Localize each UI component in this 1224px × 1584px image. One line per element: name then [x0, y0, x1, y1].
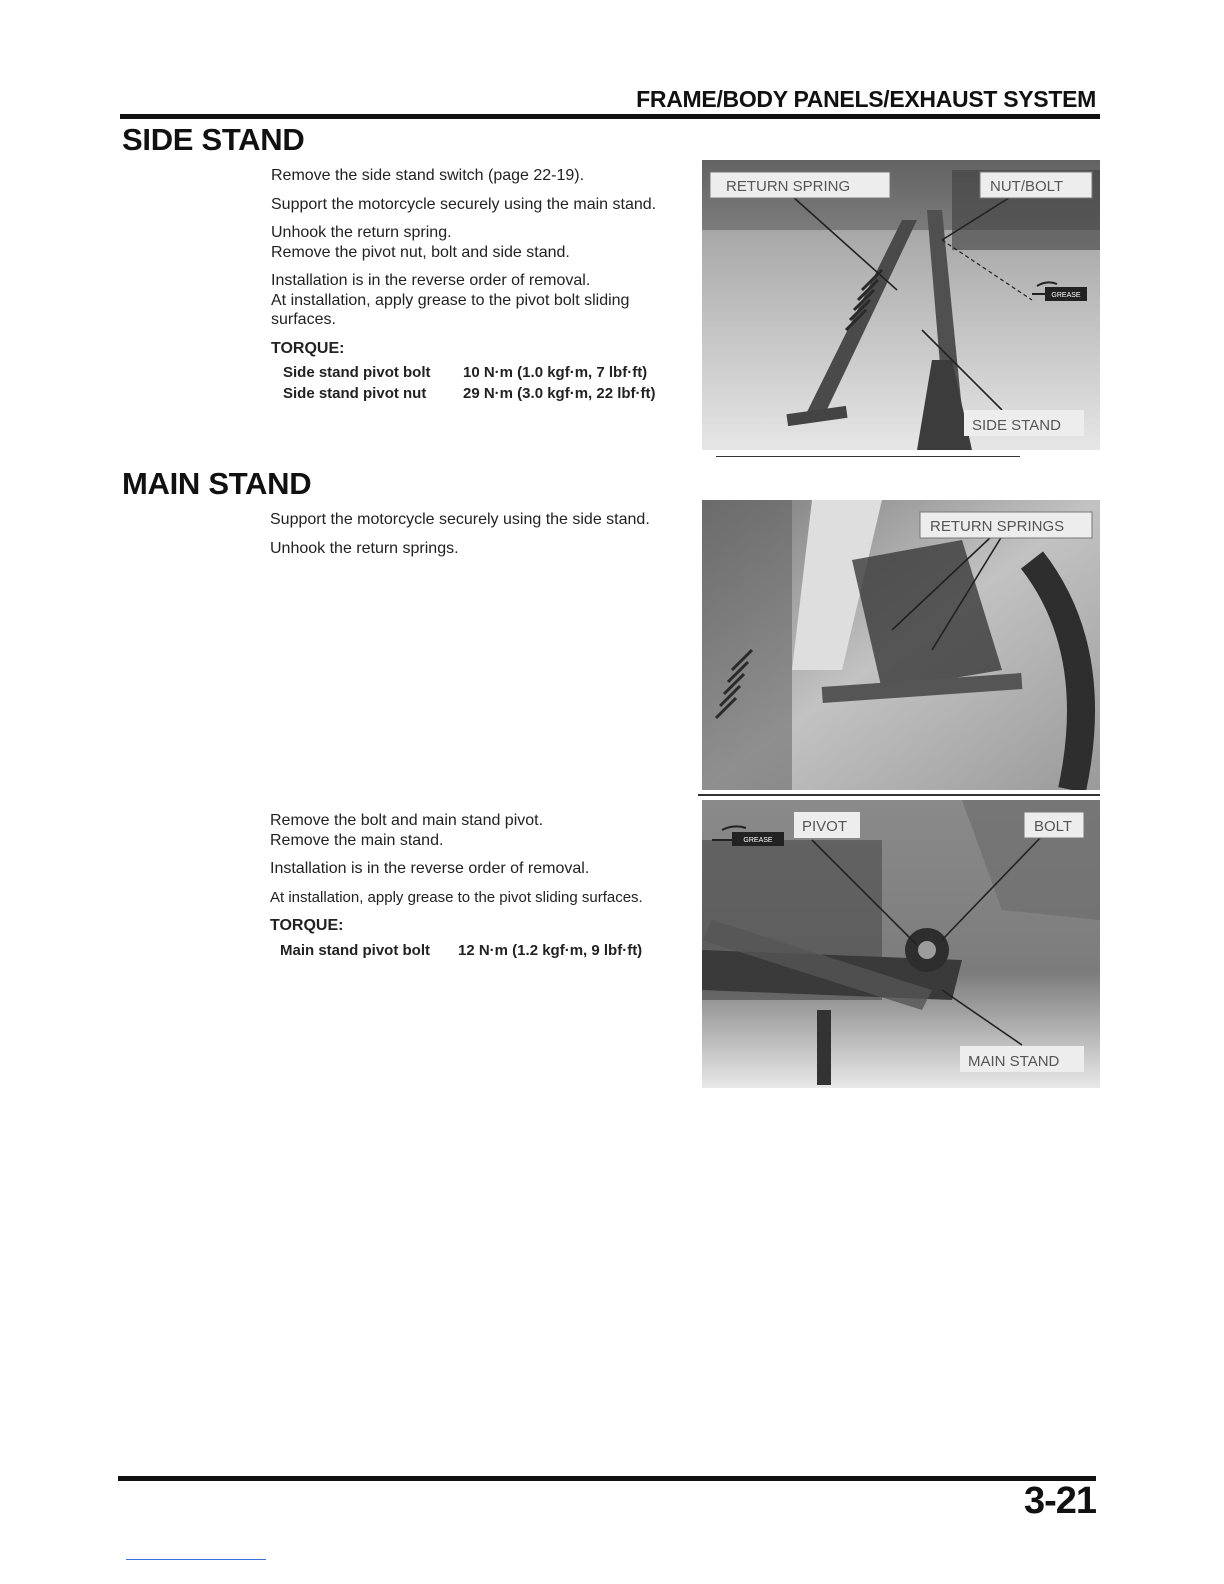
side-stand-step-4b: At installation, apply grease to the pivot bolt sliding surfaces. [271, 291, 630, 328]
torque-value: 12 N·m (1.2 kgf·m, 9 lbf·ft) [458, 941, 643, 959]
main-stand-photo-1 [702, 500, 1100, 790]
figure-rule [716, 456, 1020, 457]
main-stand-step-3b: Remove the main stand. [270, 831, 444, 849]
label-pivot: PIVOT [802, 818, 848, 835]
main-stand-step-4: Installation is in the reverse order of removal. [270, 860, 590, 877]
grease-label: GREASE [743, 837, 773, 844]
label-return-spring: RETURN SPRING [726, 178, 851, 195]
main-stand-step-2: Unhook the return springs. [270, 539, 459, 557]
side-stand-step-3b: Remove the pivot nut, bolt and side stand. [271, 243, 570, 261]
side-stand-step-1: Remove the side stand switch (page 22-19). [271, 167, 585, 184]
footer-rule [118, 1476, 1096, 1481]
link-underline[interactable] [126, 1559, 266, 1560]
main-stand-torque-label: TORQUE: [270, 917, 344, 934]
torque-row [271, 383, 686, 404]
torque-value: 29 N·m (3.0 kgf·m, 22 lbf·ft) [463, 385, 656, 402]
label-return-springs: RETURN SPRINGS [930, 518, 1065, 535]
label-main-stand: MAIN STAND [968, 1053, 1060, 1070]
header-rule [120, 114, 1100, 119]
side-stand-step-2: Support the motorcycle securely using the main stand. [271, 195, 657, 213]
side-stand-torque-label: TORQUE: [271, 339, 345, 357]
main-stand-text-1 [270, 510, 685, 567]
label-nut-bolt: NUT/BOLT [990, 178, 1064, 195]
torque-row [270, 940, 685, 961]
side-stand-photo [702, 160, 1100, 450]
main-stand-step-1: Support the motorcycle securely using the side stand. [270, 511, 650, 528]
header-title: FRAME/BODY PANELS/EXHAUST SYSTEM [636, 86, 1096, 112]
main-stand-step-3a: Remove the bolt and main stand pivot. [270, 812, 544, 829]
grease-label: GREASE [1051, 292, 1081, 299]
page-number: 3-21 [1023, 1480, 1096, 1522]
side-stand-title: SIDE STAND [122, 122, 305, 157]
side-stand-text [271, 166, 686, 404]
main-stand-step-5: At installation, apply grease to the pivot sliding surfaces. [270, 888, 643, 906]
side-stand-step-3a: Unhook the return spring. [271, 224, 452, 241]
torque-item: Side stand pivot bolt [283, 364, 431, 381]
label-side-stand: SIDE STAND [972, 417, 1061, 434]
side-stand-step-4a: Installation is in the reverse order of removal. [271, 272, 591, 289]
main-stand-text-2 [270, 811, 685, 961]
main-stand-photo-2 [702, 800, 1100, 1088]
label-bolt: BOLT [1034, 818, 1073, 835]
torque-row [271, 362, 686, 383]
torque-item: Main stand pivot bolt [280, 941, 430, 959]
torque-value: 10 N·m (1.0 kgf·m, 7 lbf·ft) [463, 364, 648, 381]
main-stand-title: MAIN STAND [122, 466, 312, 501]
torque-item: Side stand pivot nut [283, 385, 427, 402]
figure-rule [698, 794, 1100, 796]
